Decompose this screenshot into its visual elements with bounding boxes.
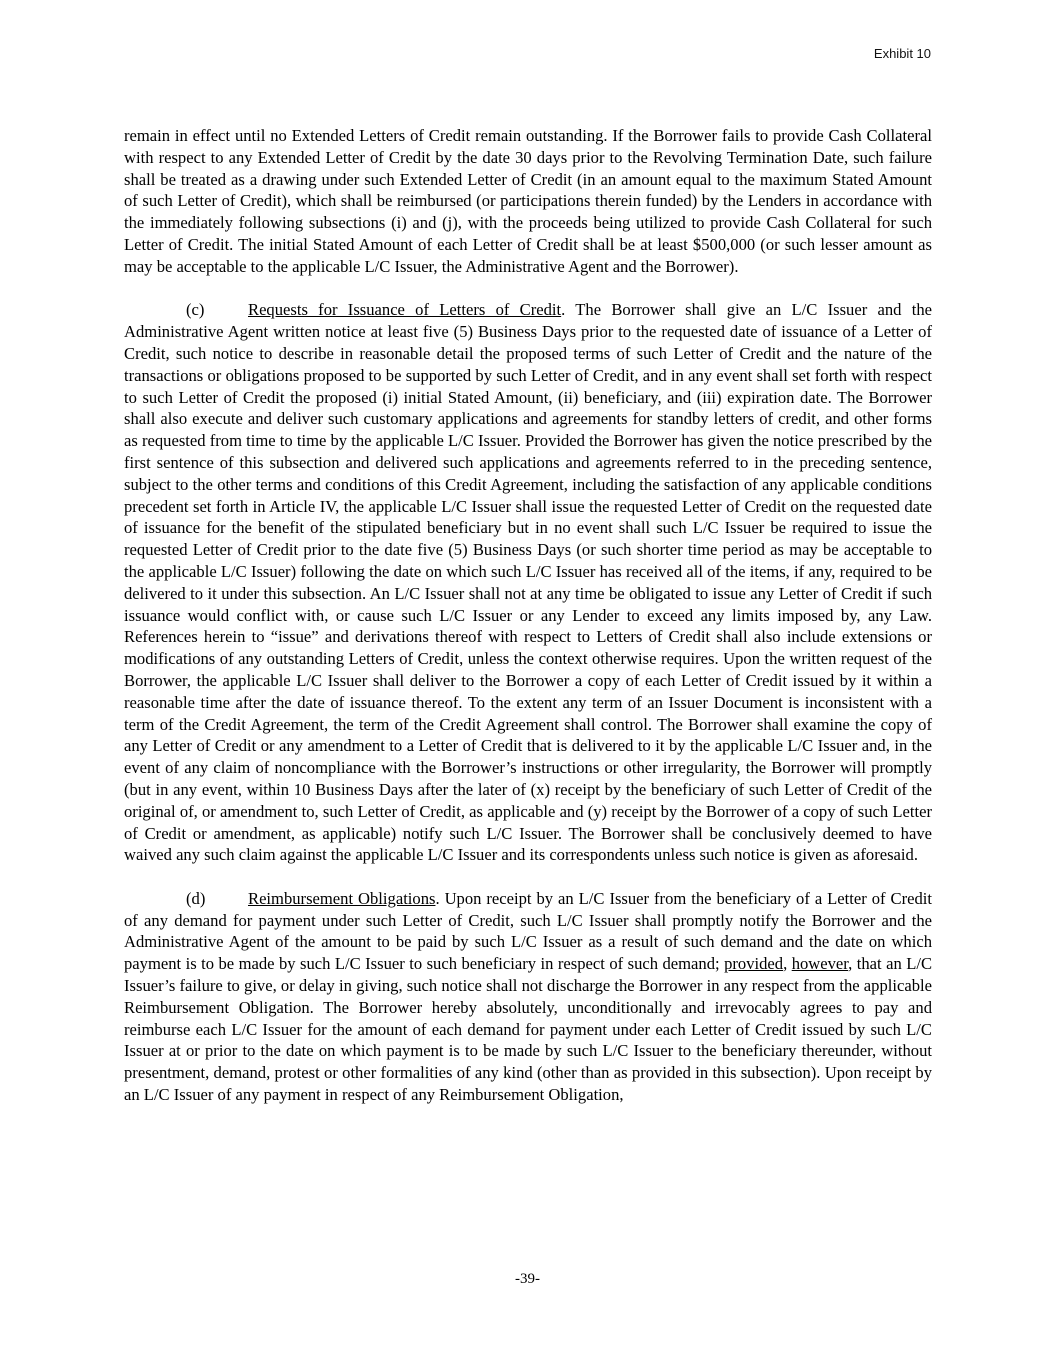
paragraph-c bbox=[124, 299, 932, 866]
separator: , bbox=[783, 954, 792, 974]
however-term: however bbox=[791, 954, 849, 974]
paragraph-d-text-1: . Upon receipt by an L/C Issuer from the beneficiary of a Letter of Credit of any demand for payment under such Letter of Credit, such L/C Issuer shall promptly notify the Borrower and the Administrative Agent of the amount to be paid by such L/C Issuer as a result of such demand and the date on which payment is to be made by such L/C Issuer to such beneficiary in respect of such demand; bbox=[124, 888, 932, 974]
paragraph-d-text-2: , that an L/C Issuer’s failure to give, or delay in giving, such notice shall not discharge the Borrower in any respect from the applicable Reimbursement Obligation. The Borrower hereby absolutely, unconditionally and irrevocably agrees to pay and reimburse each L/C Issuer for the amount of each demand for payment under each Letter of Credit issued by such L/C Issuer at or prior to the date on which payment is to be made by such L/C Issuer to the beneficiary thereunder, without presentment, demand, protest or other formalities of any kind (other than as provided in this subsection). Upon receipt by an L/C Issuer of any payment in respect of any Reimbursement Obligation, bbox=[124, 954, 933, 1105]
exhibit-label: Exhibit 10 bbox=[873, 46, 931, 61]
paragraph-c-number: (c) bbox=[186, 300, 205, 320]
paragraph-continuation: remain in effect until no Extended Letters of Credit remain outstanding. If the Borrower fails to provide Cash Collateral with respect to any Extended Letter of Credit by the date 30 days prior to the Revolving Termination Date, such failure shall be treated as a drawing under such Extended Letter of Credit (in an amount equal to the maximum Stated Amount of such Letter of Credit), which shall be reimbursed (or participations therein funded) by the Lenders in accordance with the immediately following subsections (i) and (j), with the proceeds being utilized to provide Cash Collateral for such Letter of Credit. The initial Stated Amount of each Letter of Credit shall be at least $500,000 (or such lesser amount as may be acceptable to the applicable L/C Issuer, the Administrative Agent and the Borrower). bbox=[124, 126, 932, 276]
paragraph-d-heading: Reimbursement Obligations bbox=[248, 888, 436, 908]
provided-term: provided bbox=[724, 954, 784, 974]
paragraph-d bbox=[124, 888, 932, 1106]
paragraph-c-heading: Requests for Issuance of Letters of Credit bbox=[248, 300, 562, 320]
document-body bbox=[124, 125, 932, 1128]
page-number: -39- bbox=[515, 1271, 540, 1287]
paragraph-c-text: . The Borrower shall give an L/C Issuer and the Administrative Agent written notice at least five (5) Business Days prior to the requested date of issuance of a Letter of Credit, such notice to describe in reasonable detail the proposed terms of such Letter of Credit and the nature of the transactions or obligations proposed to be supported by such Letter of Credit, and in any event shall set forth with respect to such Letter of Credit the proposed (i) initial Stated Amount, (ii) beneficiary, and (iii) expiration date. The Borrower shall also execute and deliver such customary applications and agreements for standby letters of credit, and other forms as requested from time to time by the applicable L/C Issuer. Provided the Borrower has given the notice prescribed by the first sentence of this subsection and delivered such applications and agreements referred to in the preceding sentence, subject to the other terms and conditions of this Credit Agreement, including the satisfaction of any applicable conditions precedent set forth in Article IV, the applicable L/C Issuer shall issue the requested Letter of Credit on the requested date of issuance for the benefit of the stipulated beneficiary but in no event shall such L/C Issuer be required to issue the requested Letter of Credit prior to the date five (5) Business Days (or such shorter time period as may be acceptable to the applicable L/C Issuer) following the date on which such L/C Issuer has received all of the items, if any, required to be delivered to it under this subsection. An L/C Issuer shall not at any time be obligated to issue any Letter of Credit if such issuance would conflict with, or cause such L/C Issuer or any Lender to exceed any limits imposed by, any Law. References herein to “issue” and derivations thereof with respect to Letters of Credit shall also include extensions or modifications of any outstanding Letters of Credit, unless the context otherwise requires. Upon the written request of the Borrower, the applicable L/C Issuer shall deliver to the Borrower a copy of each Letter of Credit issued by it within a reasonable time after the date of issuance thereof. To the extent any term of an Issuer Document is inconsistent with a term of the Credit Agreement, the term of the Credit Agreement shall control. The Borrower shall examine the copy of any Letter of Credit or any amendment to a Letter of Credit that is delivered to it by the applicable L/C Issuer and, in the event of any claim of noncompliance with the Borrower’s instructions or other irregularity, the Borrower will promptly (but in any event, within 10 Business Days after the later of (x) receipt by the beneficiary of such Letter of Credit of the original of, or amendment to, such Letter of Credit, as applicable and (y) receipt by the Borrower of a copy of such Letter of Credit or amendment, as applicable) notify such L/C Issuer. The Borrower shall be conclusively deemed to have waived any such claim against the applicable L/C Issuer and its correspondents unless such notice is given as aforesaid. bbox=[124, 300, 932, 865]
paragraph-d-number: (d) bbox=[186, 888, 206, 908]
